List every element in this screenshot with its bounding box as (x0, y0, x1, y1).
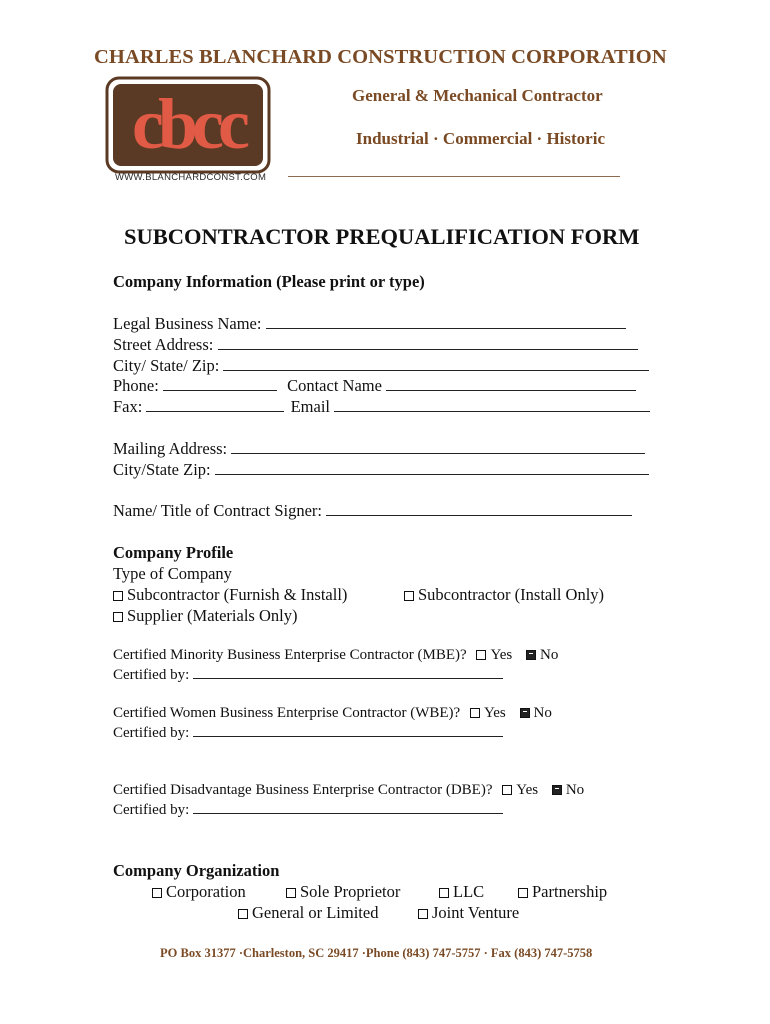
corporation-label: Corporation (166, 882, 246, 901)
legal-name-label: Legal Business Name: (113, 314, 262, 333)
footer-contact: PO Box 31377 ·Charleston, SC 29417 ·Phone (843) 747-5757 · Fax (843) 747-5758 (160, 946, 593, 960)
contact-name-field[interactable] (386, 376, 636, 391)
type-of-company-label: Type of Company (113, 564, 232, 583)
wbe-no-checkbox[interactable] (520, 708, 530, 718)
signer-row (113, 501, 632, 521)
company-info-heading: Company Information (Please print or type) (113, 272, 425, 291)
llc-checkbox[interactable] (439, 888, 449, 898)
company-organization-heading: Company Organization (113, 861, 280, 880)
furnish-install-checkbox[interactable] (113, 591, 123, 601)
email-label: Email (290, 397, 330, 416)
legal-name-field[interactable] (266, 314, 626, 329)
install-only-option (404, 585, 604, 605)
install-only-checkbox[interactable] (404, 591, 414, 601)
mbe-no-label: No (540, 647, 559, 663)
supplier-option (113, 606, 297, 626)
wbe-no-label: No (533, 705, 552, 721)
fax-row (113, 397, 650, 417)
phone-field[interactable] (163, 376, 277, 391)
street-row (113, 335, 638, 355)
email-field[interactable] (334, 397, 650, 412)
general-limited-checkbox[interactable] (238, 909, 248, 919)
general-limited-option (238, 903, 378, 923)
phone-row (113, 376, 636, 396)
joint-venture-checkbox[interactable] (418, 909, 428, 919)
furnish-install-option (113, 585, 347, 605)
install-only-label: Subcontractor (Install Only) (418, 585, 605, 604)
form-title: SUBCONTRACTOR PREQUALIFICATION FORM (124, 224, 640, 249)
mailing-city-label: City/State Zip: (113, 460, 211, 479)
dbe-certified-label: Certified by: (113, 802, 190, 818)
tagline-sectors: Industrial · Commercial · Historic (356, 129, 605, 148)
wbe-certified-label: Certified by: (113, 725, 190, 741)
tagline-contractor: General & Mechanical Contractor (352, 86, 603, 105)
wbe-yes-label: Yes (483, 705, 506, 721)
signer-field[interactable] (326, 501, 632, 516)
dbe-no-label: No (565, 782, 585, 798)
logo-url: WWW.BLANCHARDCONST.COM (115, 172, 267, 183)
legal-name-row (113, 314, 626, 334)
fax-field[interactable] (146, 397, 284, 412)
joint-venture-label: Joint Venture (432, 903, 520, 922)
sole-proprietor-checkbox[interactable] (286, 888, 296, 898)
wbe-question: Certified Women Business Enterprise Contractor (WBE)? (113, 705, 461, 721)
sole-proprietor-label: Sole Proprietor (300, 882, 401, 901)
company-profile-heading: Company Profile (113, 543, 234, 562)
mbe-question-row (113, 647, 558, 664)
dbe-yes-label: Yes (516, 782, 539, 798)
general-limited-label: General or Limited (252, 903, 379, 922)
signer-label: Name/ Title of Contract Signer: (113, 501, 322, 520)
dbe-yes-checkbox[interactable] (502, 785, 512, 795)
mailing-city-field[interactable] (215, 460, 649, 475)
street-field[interactable] (218, 335, 638, 350)
logo-text: cbcc (132, 84, 244, 164)
dbe-no-checkbox[interactable] (552, 785, 562, 795)
mbe-question: Certified Minority Business Enterprise Contractor (MBE)? (113, 647, 467, 663)
joint-venture-option (418, 903, 519, 923)
mbe-yes-label: Yes (490, 647, 513, 663)
dbe-question: Certified Disadvantage Business Enterprise Contractor (DBE)? (113, 782, 493, 798)
mailing-field[interactable] (231, 439, 645, 454)
llc-label: LLC (453, 882, 485, 901)
partnership-checkbox[interactable] (518, 888, 528, 898)
street-label: Street Address: (113, 335, 214, 354)
mbe-yes-checkbox[interactable] (476, 650, 486, 660)
city-label: City/ State/ Zip: (113, 356, 220, 375)
dbe-certified-field[interactable] (193, 801, 503, 814)
mailing-city-row (113, 460, 649, 480)
mbe-certified-label: Certified by: (113, 667, 190, 683)
corporation-checkbox[interactable] (152, 888, 162, 898)
dbe-question-row (113, 782, 584, 799)
company-name: CHARLES BLANCHARD CONSTRUCTION CORPORATION (94, 46, 667, 68)
fax-label: Fax: (113, 397, 143, 416)
mbe-certified-row (113, 666, 503, 684)
contact-name-label: Contact Name (287, 376, 382, 395)
wbe-certified-row (113, 724, 503, 742)
wbe-question-row (113, 705, 552, 722)
supplier-checkbox[interactable] (113, 612, 123, 622)
wbe-yes-checkbox[interactable] (470, 708, 480, 718)
phone-label: Phone: (113, 376, 159, 395)
company-logo (105, 76, 271, 174)
supplier-label: Supplier (Materials Only) (127, 606, 298, 625)
mbe-certified-field[interactable] (193, 666, 503, 679)
mailing-row (113, 439, 645, 459)
furnish-install-label: Subcontractor (Furnish & Install) (127, 585, 348, 604)
corporation-option (152, 882, 246, 902)
llc-option (439, 882, 484, 902)
sole-proprietor-option (286, 882, 400, 902)
city-row (113, 356, 649, 376)
dbe-certified-row (113, 801, 503, 819)
partnership-label: Partnership (532, 882, 608, 901)
wbe-certified-field[interactable] (193, 724, 503, 737)
mbe-no-checkbox[interactable] (526, 650, 536, 660)
header-rule (288, 176, 620, 177)
partnership-option (518, 882, 607, 902)
mailing-label: Mailing Address: (113, 439, 228, 458)
city-field[interactable] (223, 356, 649, 371)
